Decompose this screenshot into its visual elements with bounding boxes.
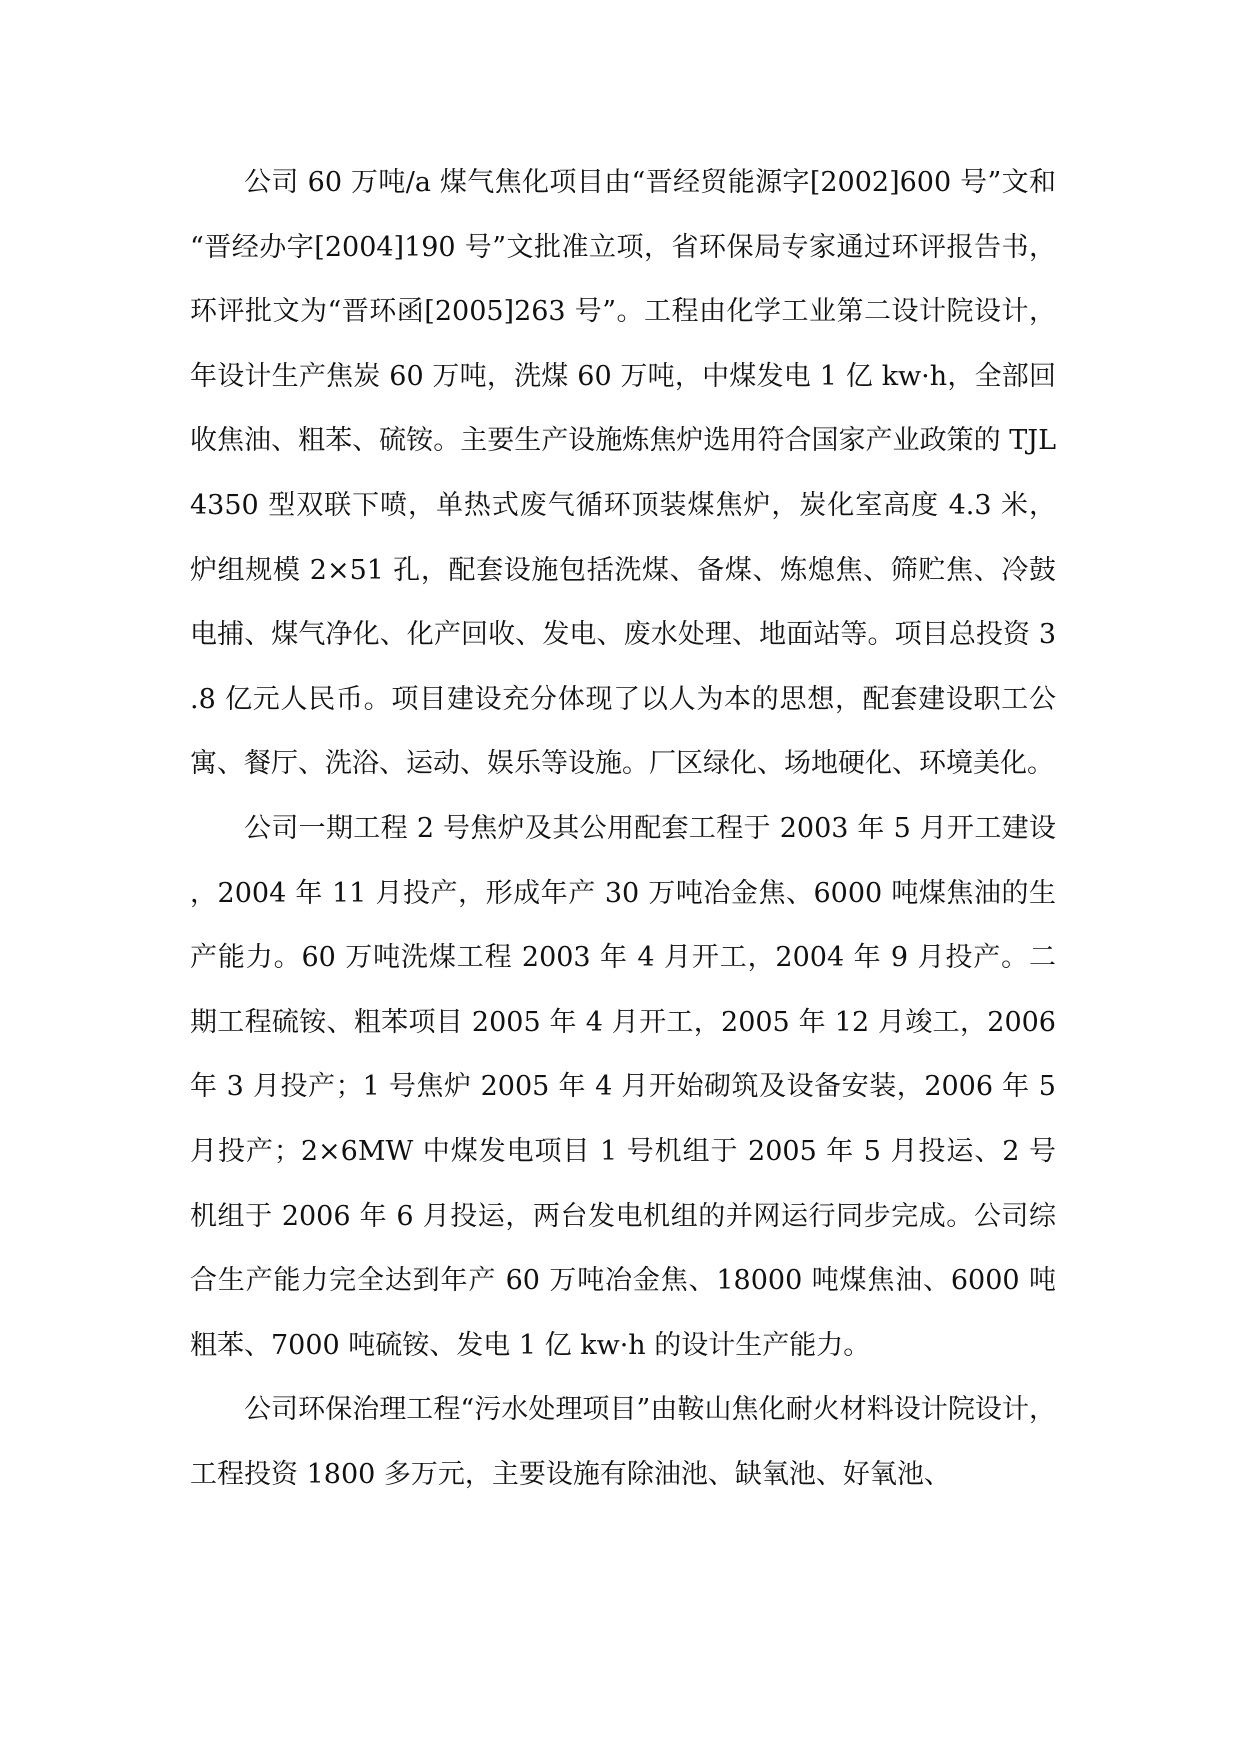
paragraph-project-overview: 公司 60 万吨/a 煤气焦化项目由“晋经贸能源字[2002]600 号”文和“晋经办字[2004]190 号”文批准立项，省环保局专家通过环评报告书，环评批文为“晋环函[2005]263 号”。工程由化学工业第二设计院设计，年设计生产焦炭 60 万吨，洗煤 60 万吨，中煤发电 1 亿 kw·h，全部回收焦油、粗苯、硫铵。主要生产设施炼焦炉选用符合国家产业政策的 TJL4350 型双联下喷，单热式废气循环顶装煤焦炉，炭化室高度 4.3 米，炉组规模 2×51 孔，配套设施包括洗煤、备煤、炼熄焦、筛贮焦、冷鼓电捕、煤气净化、化产回收、发电、废水处理、地面站等。项目总投资 3.8 亿元人民币。项目建设充分体现了以人为本的思想，配套建设职工公寓、餐厅、洗浴、运动、娱乐等设施。厂区绿化、场地硬化、环境美化。: [190, 167, 1056, 780]
paragraph-construction-timeline: 公司一期工程 2 号焦炉及其公用配套工程于 2003 年 5 月开工建设，2004 年 11 月投产，形成年产 30 万吨冶金焦、6000 吨煤焦油的生产能力。60 万吨洗煤工程 2003 年 4 月开工，2004 年 9 月投产。二期工程硫铵、粗苯项目 2005 年 4 月开工，2005 年 12 月竣工，2006 年 3 月投产；1 号焦炉 2005 年 4 月开始砌筑及设备安装，2006 年 5 月投产；2×6MW 中煤发电项目 1 号机组于 2005 年 5 月投运、2 号机组于 2006 年 6 月投运，两台发电机组的并网运行同步完成。公司综合生产能力完全达到年产 60 万吨冶金焦、18000 吨煤焦油、6000 吨粗苯、7000 吨硫铵、发电 1 亿 kw·h 的设计生产能力。: [190, 812, 1056, 1361]
document-body: [190, 151, 1056, 1507]
paragraph-environmental-project: 公司环保治理工程“污水处理项目”由鞍山焦化耐火材料设计院设计，工程投资 1800 多万元，主要设施有除油池、缺氧池、好氧池、: [190, 1394, 1056, 1490]
